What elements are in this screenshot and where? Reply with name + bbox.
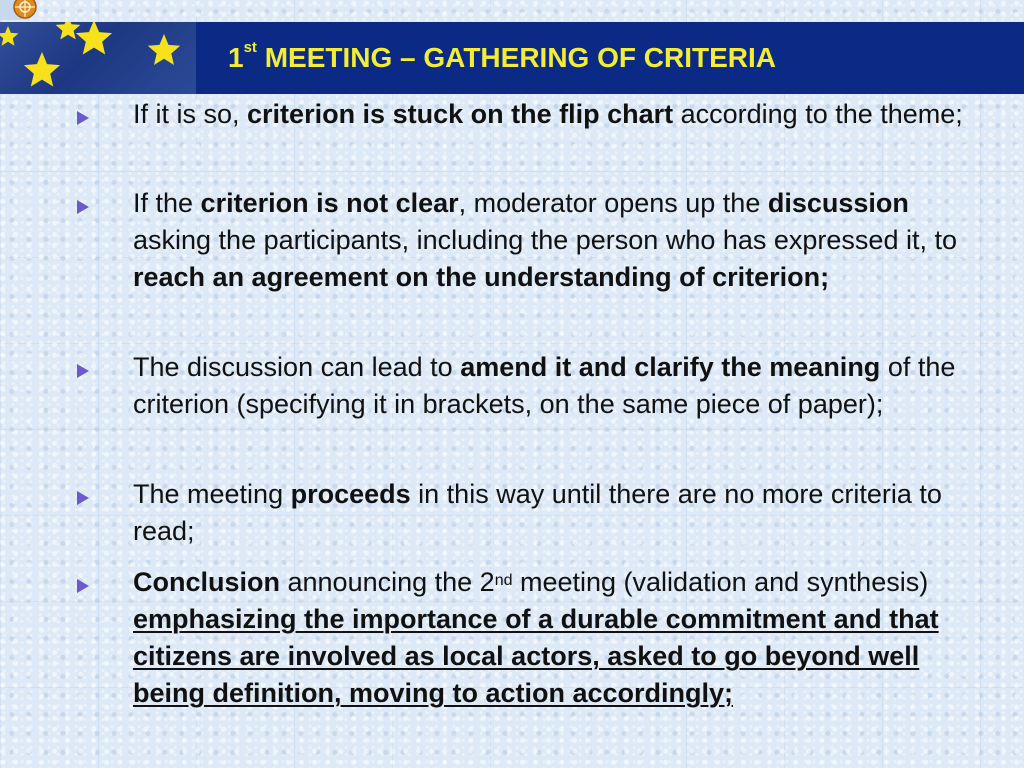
bullet-text: If it is so, criterion is stuck on the flip chart according to the theme; bbox=[133, 99, 963, 129]
bullet-text: If the criterion is not clear, moderator opens up the discussion asking the participants, including the person who has expressed it, to reach an agreement on the understanding of criterion; bbox=[133, 188, 957, 292]
corner-logo-icon bbox=[12, 0, 38, 20]
eu-flag-icon bbox=[0, 22, 196, 94]
triangle-bullet-icon bbox=[76, 200, 90, 214]
title-bar bbox=[196, 22, 1024, 94]
page-title: 1st MEETING – GATHERING OF CRITERIA bbox=[228, 39, 776, 73]
bullet-text: Conclusion announcing the 2nd meeting (validation and synthesis) emphasizing the importance of a durable commitment and that citizens are involved as local actors, asked to go beyond well being definition, moving to action accordingly; bbox=[133, 567, 939, 708]
triangle-bullet-icon bbox=[76, 364, 90, 378]
triangle-bullet-icon bbox=[76, 491, 90, 505]
triangle-bullet-icon bbox=[76, 579, 90, 593]
bullet-text: The discussion can lead to amend it and clarify the meaning of the criterion (specifying it in brackets, on the same piece of paper); bbox=[133, 352, 956, 419]
triangle-bullet-icon bbox=[76, 111, 90, 125]
bullet-text: The meeting proceeds in this way until there are no more criteria to read; bbox=[133, 479, 942, 546]
eu-flag-banner bbox=[0, 22, 196, 94]
corner-logo bbox=[0, 0, 30, 20]
